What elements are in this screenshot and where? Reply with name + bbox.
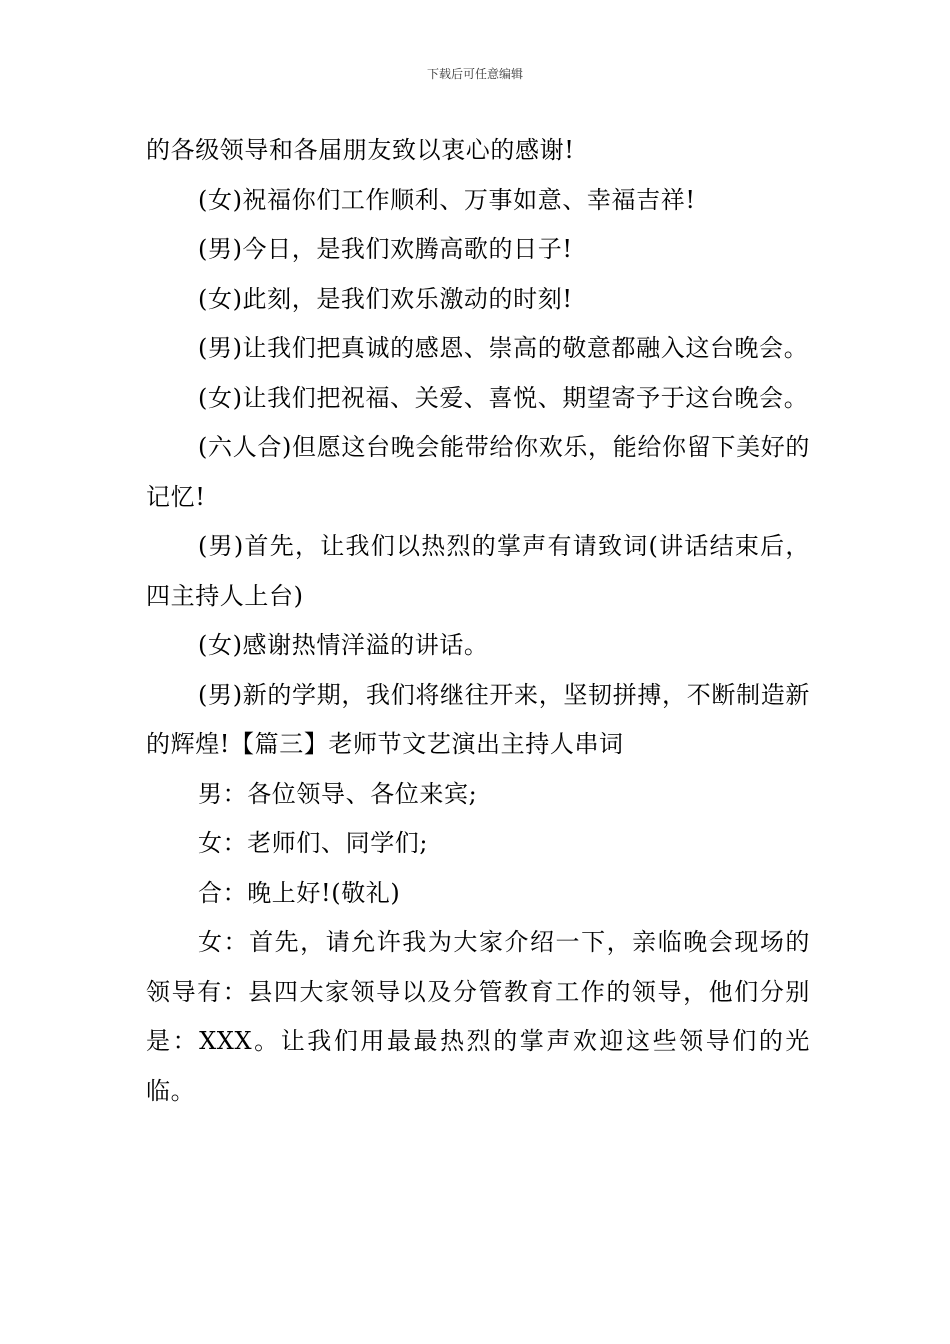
paragraph-4: (女)此刻，是我们欢乐激动的时刻!: [198, 284, 573, 313]
document-body: [146, 126, 810, 1116]
paragraph-3: (男)今日，是我们欢腾高歌的日子!: [198, 235, 573, 263]
paragraph-5: (男)让我们把真诚的感恩、崇高的敬意都融入这台晚会。: [198, 334, 809, 362]
paragraph-13: 合：晚上好!(敬礼): [198, 878, 401, 907]
paragraph-1: 的各级领导和各届朋友致以衷心的感谢!: [146, 136, 575, 164]
paragraph-12: 女：老师们、同学们;: [198, 829, 429, 857]
paragraph-9: (女)感谢热情洋溢的讲话。: [198, 631, 489, 659]
paragraph-11: 男：各位领导、各位来宾;: [198, 779, 478, 808]
paragraph-8: (男)首先，让我们以热烈的掌声有请致词(讲话结束后，四主持人上台): [146, 532, 810, 610]
paragraph-6: (女)让我们把祝福、关爱、喜悦、期望寄予于这台晚会。: [198, 383, 809, 412]
paragraph-2: (女)祝福你们工作顺利、万事如意、幸福吉祥!: [198, 185, 696, 214]
paragraph-10: (男)新的学期，我们将继往开来，坚韧拼搏，不断制造新的辉煌!【篇三】老师节文艺演出主持人串词: [146, 680, 810, 758]
header-note: 下载后可任意编辑: [426, 67, 523, 81]
paragraph-14: 女：首先，请允许我为大家介绍一下，亲临晚会现场的领导有：县四大家领导以及分管教育工作的领导，他们分别是：XXX。让我们用最最热烈的掌声欢迎这些领导们的光临。: [146, 928, 810, 1105]
paragraph-7: (六人合)但愿这台晚会能带给你欢乐，能给你留下美好的记忆!: [146, 433, 810, 511]
